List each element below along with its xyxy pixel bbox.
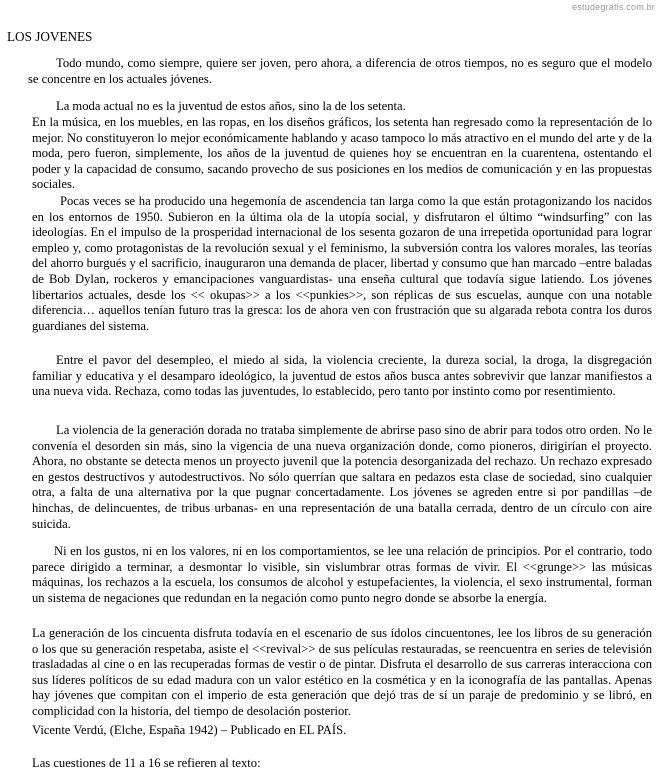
paragraph-2-body: En la música, en los muebles, en las ropas, en los diseños gráficos, los setenta han regresado como la representación de lo mejor. No constituyeron lo mejor económicamente hablando y acaso tampoco lo más atractivo en el mundo del arte y de la moda, pero fueron, simplemente, los años de la juventud de quienes hoy se encuentran en la cuarentena, ostentando el poder y la capacidad de consumo, sacando provecho de sus posiciones en los medios de comunicación y en las propuestas sociales. <box>32 115 652 192</box>
questions-intro: Las cuestiones de 11 a 16 se refieren al texto: <box>32 756 261 770</box>
document-title: LOS JOVENES <box>7 29 93 44</box>
paragraph-2-lead: La moda actual no es la juventud de estos años, sino la de los setenta. <box>56 99 406 113</box>
author-credit: Vicente Verdú, (Elche, España 1942) – Publicado en EL PAÍS. <box>32 723 347 737</box>
paragraph-7: La generación de los cincuenta disfruta todavía en el escenario de sus ídolos cincuentones, lee los libros de su generación o los que su generación respetaba, asiste el <<revival>> de sus películas restauradas, se reencuentra en series de televisión trasladadas al cine o en las recuperadas formas de vestir o de pintar. Disfruta el desarrollo de sus carreras interacciona con sus líderes políticos de su edad madura con un valor estético en la cosmética y en la iconografía de las pantallas. Apenas hay jóvenes que compitan con el imperio de esta generación que dejó tras de sí un paraje de predominio y se libró, en complicidad con la historia, del tiempo de desolación posterior. <box>32 626 652 718</box>
paragraph-4: Entre el pavor del desempleo, el miedo al sida, la violencia creciente, la dureza social, la droga, la disgregación familiar y educativa y el desamparo ideológico, la juventud de estos años busca antes sobrevivir que lanzar manifiestos a una nueva vida. Rechaza, como todas las juventudes, lo establecido, pero tanto por instinto como por resentimiento. <box>32 353 652 399</box>
site-watermark: estudegratis.com.br <box>572 2 655 12</box>
paragraph-1: Todo mundo, como siempre, quiere ser joven, pero ahora, a diferencia de otros tiempos, no es seguro que el modelo se concentre en los actuales jóvenes. <box>28 56 652 86</box>
paragraph-3: Pocas veces se ha producido una hegemonía de ascendencia tan larga como la que están protagonizando los nacidos en los entornos de 1950. Subieron en la última ola de la utopía social, y disfrutaron el último “windsurfing” con las ideologías. En el impulso de la prosperidad internacional de los sesenta gozaron de una irrepetida oportunidad para lograr empleo y, como protagonistas de la revolución sexual y el feminismo, la subversión contra los valores morales, las teorías del ahorro burgués y el sacrificio, inauguraron una demanda de placer, libertad y consumo que han marcado –entre baladas de Bob Dylan, rockeros y emancipaciones vanguardistas- una enseña cultural que todavía sigue latiendo. Los jóvenes libertarios actuales, desde los << okupas>> a los <<punkies>>, son réplicas de sus escuelas, aunque con una notable diferencia… aquellos tenían futuro tras la gresca: los de ahora ven con frustración que su algarada rebota contra los duros guardianes del sistema. <box>32 194 652 333</box>
paragraph-5: La violencia de la generación dorada no trataba simplemente de abrirse paso sino de abrir para todos otro orden. No le convenía el desorden sin más, sino la vigencia de una nueva organización donde, como pioneros, dirigirían el proyecto. Ahora, no obstante se detecta menos un proyecto juvenil que la potencia desorganizada del rechazo. Un rechazo expresado en gestos destructivos y autodestructivos. No sólo querrían que saltara en pedazos esta clase de sociedad, sino cualquier otra, a falta de una alternativa por la que pugnar concertadamente. Los jóvenes se agreden entre si por pandillas –de hinchas, de delincuentes, de tribus urbanas- en una representación de una batalla cerrada, dentro de un círculo con aire suicida. <box>32 423 652 531</box>
paragraph-6: Ni en los gustos, ni en los valores, ni en los comportamientos, se lee una relación de principios. Por el contrario, todo parece dirigido a terminar, a desmontar lo visible, sin vislumbrar otras formas de vivir. El <<grunge>> las músicas máquinas, los rechazos a la escuela, los consumos de alcohol y estupefacientes, la violencia, el sexo instrumental, forman un sistema de negaciones que redundan en la negación como punto negro donde se absorbe la energía. <box>32 544 652 605</box>
